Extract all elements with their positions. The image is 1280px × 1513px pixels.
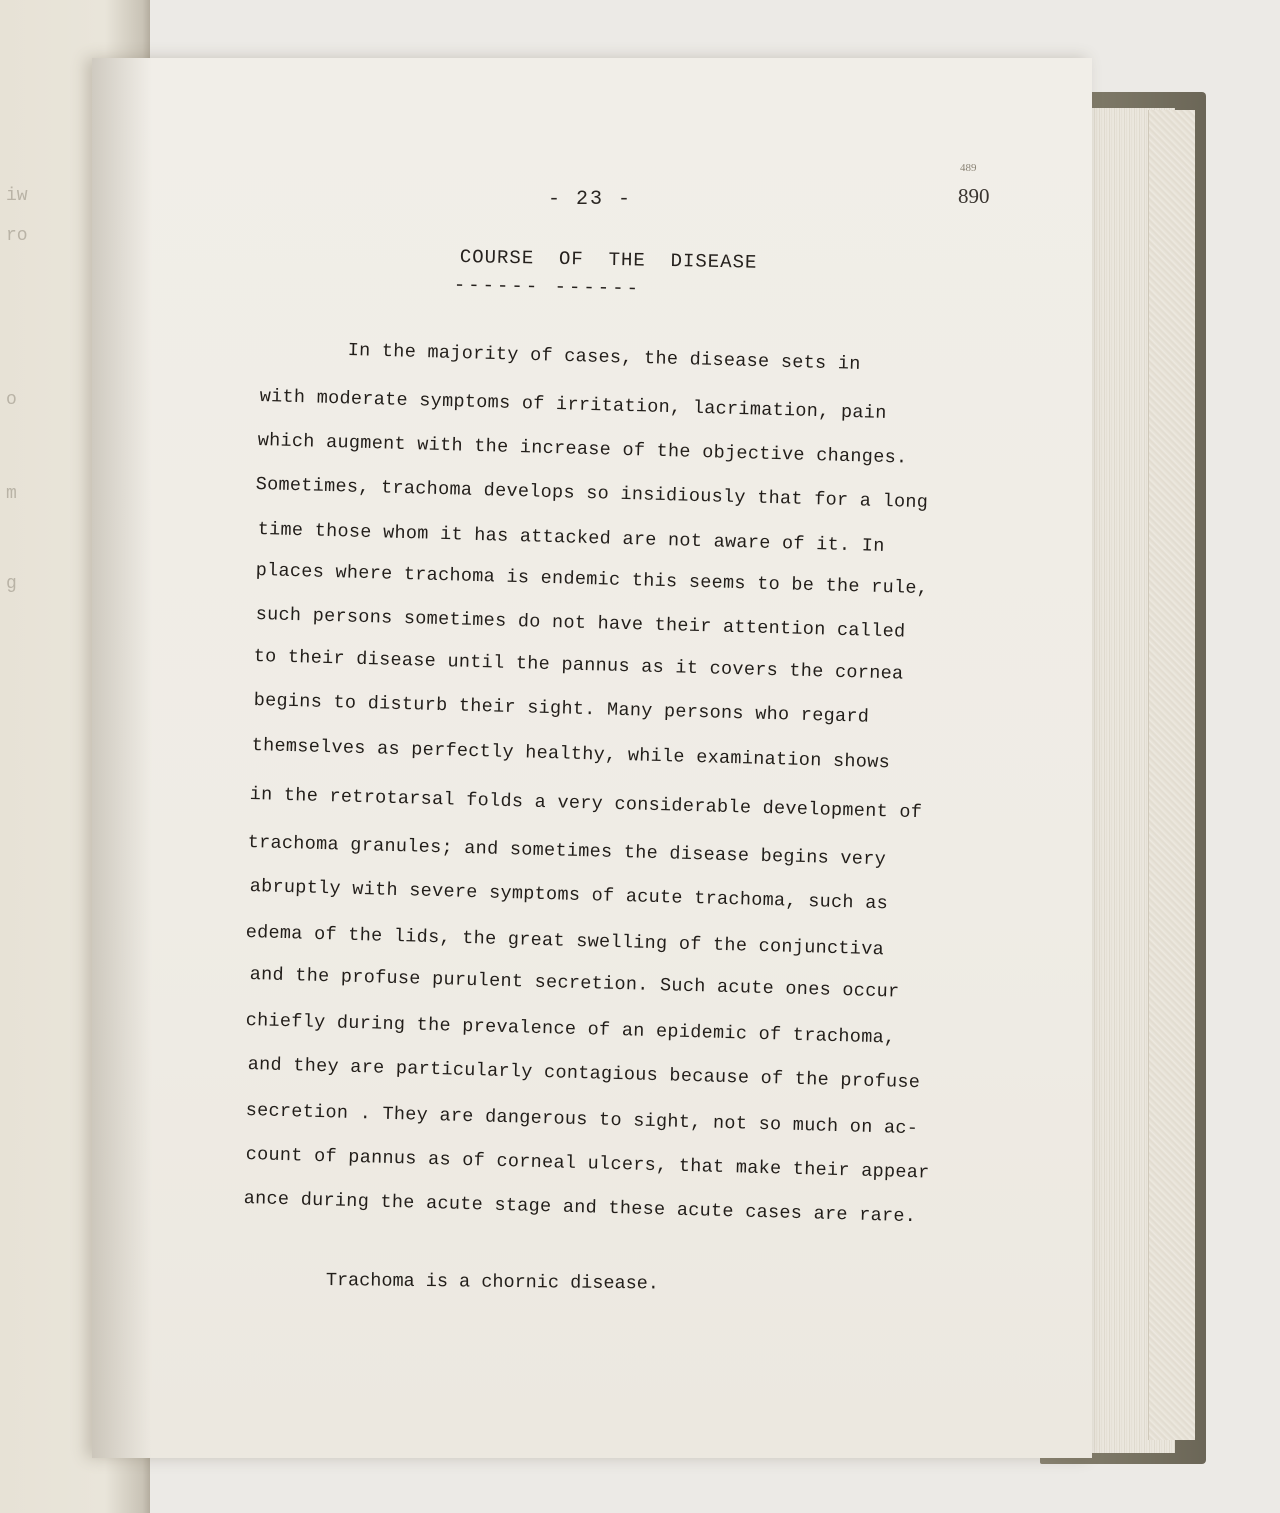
- body-line: edema of the lids, the great swelling of the conjunctiva: [245, 922, 885, 961]
- body-line: In the majority of cases, the disease sets in: [347, 340, 861, 375]
- left-page-fragment: iw: [6, 186, 28, 206]
- body-line: and the profuse purulent secretion. Such acute ones occur: [249, 964, 900, 1003]
- marbled-endpaper: [1148, 110, 1195, 1440]
- page-number: - 23 -: [548, 188, 633, 211]
- body-line: abruptly with severe symptoms of acute trachoma, such as: [249, 876, 889, 915]
- left-page-fragment: m: [6, 484, 17, 504]
- body-line: with moderate symptoms of irritation, lacrimation, pain: [259, 386, 887, 424]
- body-line: time those whom it has attacked are not aware of it. In: [257, 519, 885, 557]
- body-line: ance during the acute stage and these acute cases are rare.: [243, 1188, 917, 1228]
- folio-number: 890: [958, 184, 990, 208]
- body-line: to their disease until the pannus as it covers the cornea: [253, 646, 904, 685]
- body-line: begins to disturb their sight. Many persons who regard: [253, 690, 870, 728]
- body-line: chiefly during the prevalence of an epidemic of trachoma,: [245, 1010, 896, 1049]
- left-page-fragment: g: [6, 574, 17, 594]
- body-line: in the retrotarsal folds a very considerable development of: [249, 784, 923, 824]
- gutter-shadow: [92, 58, 152, 1458]
- body-line: places where trachoma is endemic this seems to be the rule,: [255, 560, 929, 600]
- body-line: secretion . They are dangerous to sight, not so much on ac-: [245, 1100, 919, 1140]
- left-page-fragment: ro: [6, 226, 28, 246]
- title-underline: ------ ------: [453, 274, 642, 300]
- body-line: and they are particularly contagious because of the profuse: [247, 1054, 921, 1094]
- section-title: COURSE OF THE DISEASE: [459, 246, 758, 274]
- body-line: count of pannus as of corneal ulcers, that make their appear: [245, 1144, 930, 1184]
- body-line: trachoma granules; and sometimes the disease begins very: [247, 832, 887, 871]
- body-line: which augment with the increase of the objective changes.: [257, 430, 908, 469]
- folio-pencil-note: 489: [960, 162, 977, 174]
- body-line: themselves as perfectly healthy, while examination shows: [251, 735, 891, 774]
- closing-line: Trachoma is a chornic disease.: [325, 1270, 660, 1295]
- left-page-fragment: o: [6, 390, 17, 410]
- body-line: such persons sometimes do not have their attention called: [255, 604, 906, 643]
- body-line: Sometimes, trachoma develops so insidiously that for a long: [255, 474, 929, 514]
